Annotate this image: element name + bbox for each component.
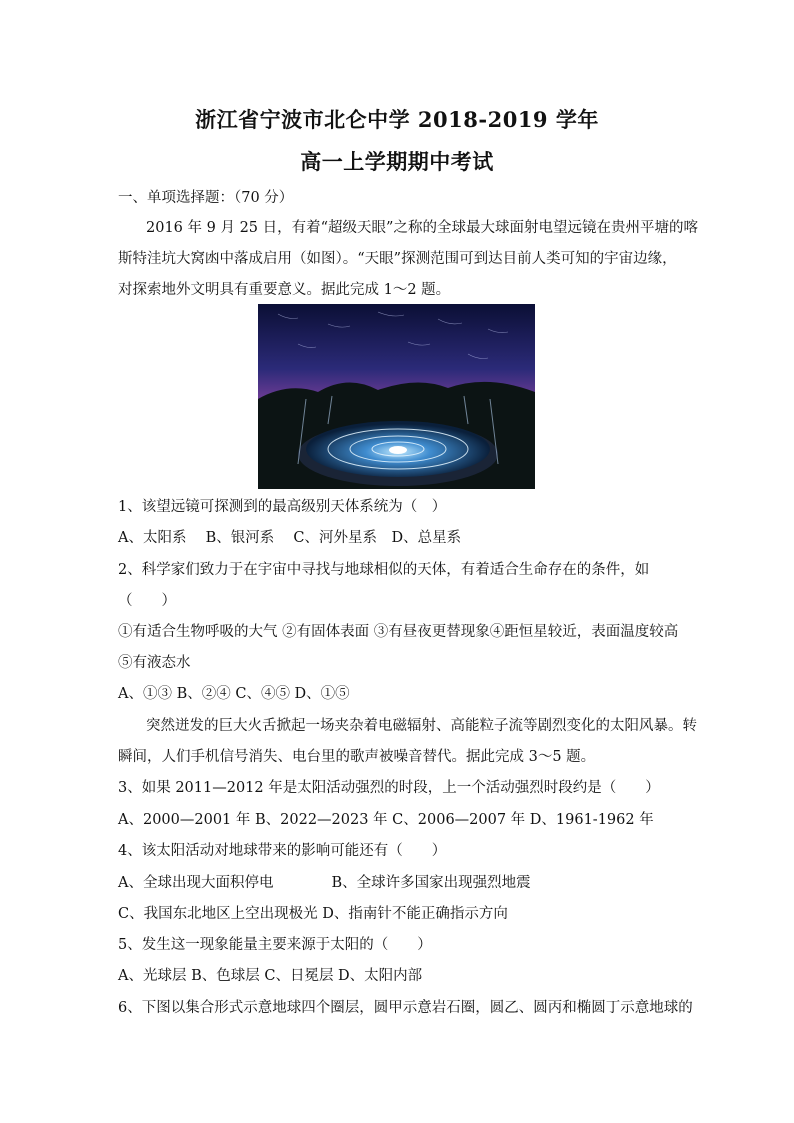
telescope-photo (258, 304, 535, 489)
passage1-line2: 斯特洼坑大窝凼中落成启用（如图）。“天眼”探测范围可到达目前人类可知的宇宙边缘， (118, 251, 677, 267)
exam-title-line1: 浙江省宁波市北仑中学 2018-2019 学年 (195, 107, 599, 132)
q2-options: A、①③ B、②④ C、④⑤ D、①⑤ (118, 686, 350, 702)
q5-stem: 5、发生这一现象能量主要来源于太阳的（ ） (118, 937, 432, 953)
passage2-line2: 瞬间，人们手机信号消失、电台里的歌声被噪音替代。据此完成 3～5 题。 (118, 749, 596, 765)
q4-options-line2: C、我国东北地区上空出现极光 D、指南针不能正确指示方向 (118, 906, 508, 922)
q4-options-line1: A、全球出现大面积停电 B、全球许多国家出现强烈地震 (118, 875, 531, 891)
telescope-photo-icon (258, 304, 535, 489)
passage1-line1: 2016 年 9 月 25 日，有着“超级天眼”之称的全球最大球面射电望远镜在贵州平塘的喀 (146, 220, 698, 236)
q1-stem: 1、该望远镜可探测到的最高级别天体系统为（ ） (118, 499, 447, 515)
q2-stem-line2: （ ） (118, 593, 176, 609)
passage1-line3: 对探索地外文明具有重要意义。据此完成 1～2 题。 (118, 282, 451, 298)
q2-items-line2: ⑤有液态水 (118, 655, 191, 671)
exam-title-line2: 高一上学期期中考试 (300, 149, 494, 174)
passage2-line1: 突然迸发的巨大火舌掀起一场夹杂着电磁辐射、高能粒子流等剧烈变化的太阳风暴。转 (146, 718, 697, 734)
q2-stem-line1: 2、科学家们致力于在宇宙中寻找与地球相似的天体，有着适合生命存在的条件，如 (118, 562, 650, 578)
q6-stem-line1: 6、下图以集合形式示意地球四个圈层，圆甲示意岩石圈，圆乙、圆丙和椭圆丁示意地球的 (118, 1000, 693, 1016)
section-heading: 一、单项选择题：（70 分） (118, 190, 294, 206)
q5-options: A、光球层 B、色球层 C、日冕层 D、太阳内部 (118, 968, 423, 984)
q3-options: A、2000—2001 年 B、2022—2023 年 C、2006—2007 年 D、1961-1962 年 (118, 812, 654, 828)
q3-stem: 3、如果 2011—2012 年是太阳活动强烈的时段，上一个活动强烈时段约是（ ） (118, 780, 660, 796)
q4-stem: 4、该太阳活动对地球带来的影响可能还有（ ） (118, 843, 447, 859)
q2-items-line1: ①有适合生物呼吸的大气 ②有固体表面 ③有昼夜更替现象④距恒星较近，表面温度较高 (118, 624, 679, 640)
q1-options: A、太阳系 B、银河系 C、河外星系 D、总星系 (118, 530, 462, 546)
